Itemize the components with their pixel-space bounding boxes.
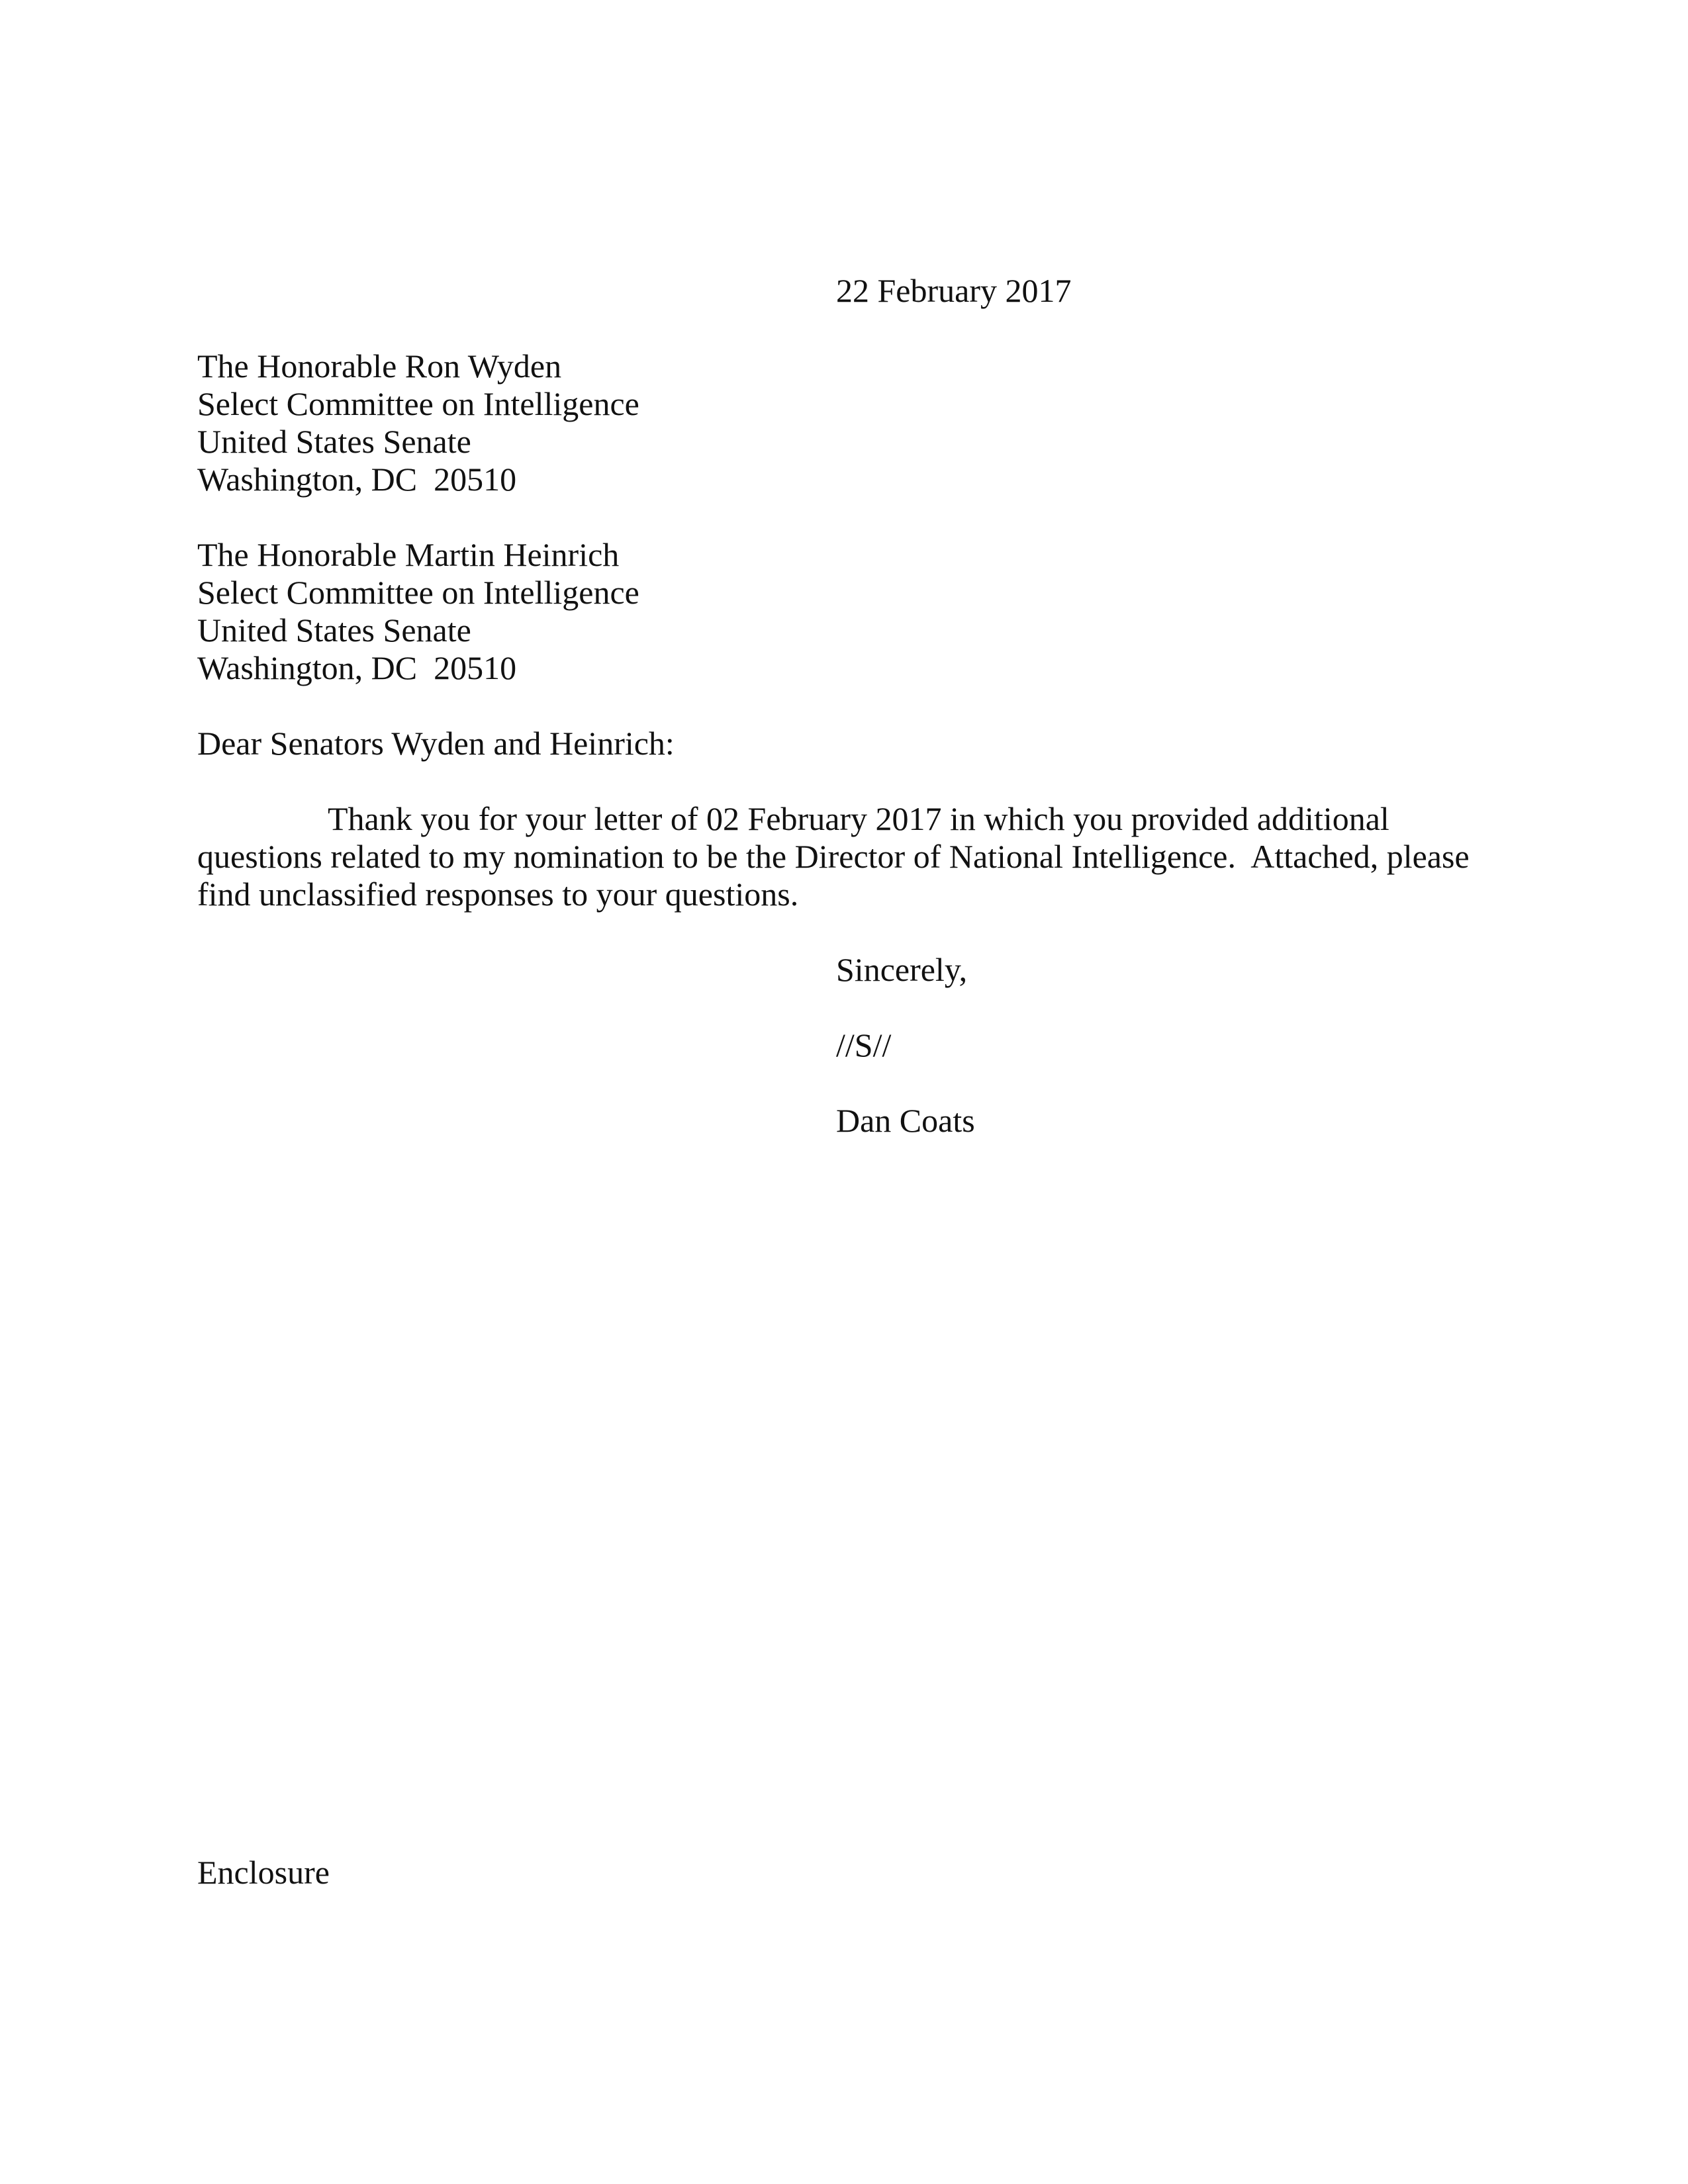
recipient-city: Washington, DC 20510 bbox=[197, 461, 517, 498]
enclosure-note: Enclosure bbox=[197, 1854, 330, 1891]
letter-date: 22 February 2017 bbox=[836, 272, 1072, 309]
closing: Sincerely, bbox=[836, 951, 968, 988]
recipient-committee: Select Committee on Intelligence bbox=[197, 574, 639, 611]
salutation: Dear Senators Wyden and Heinrich: bbox=[197, 725, 675, 762]
paragraph-line: questions related to my nomination to be the Director of National Intelligence. Attached, please bbox=[197, 838, 1470, 875]
recipient-name: The Honorable Martin Heinrich bbox=[197, 536, 620, 573]
recipient-body: United States Senate bbox=[197, 423, 471, 460]
paragraph-line: find unclassified responses to your questions. bbox=[197, 876, 799, 913]
signature-mark: //S// bbox=[836, 1026, 892, 1064]
recipient-body: United States Senate bbox=[197, 612, 471, 649]
recipient-committee: Select Committee on Intelligence bbox=[197, 385, 639, 422]
paragraph-line: Thank you for your letter of 02 February 2017 in which you provided additional bbox=[328, 800, 1389, 837]
recipient-name: The Honorable Ron Wyden bbox=[197, 347, 562, 385]
recipient-city: Washington, DC 20510 bbox=[197, 649, 517, 686]
signer-name: Dan Coats bbox=[836, 1102, 975, 1139]
